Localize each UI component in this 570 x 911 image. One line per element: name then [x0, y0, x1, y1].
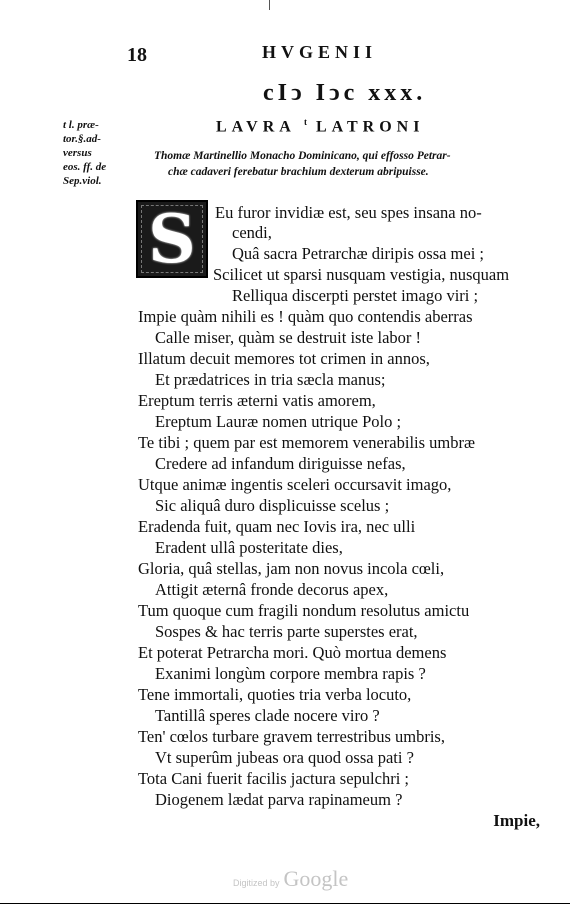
- poem-line: Illatum decuit memores tot crimen in annos,: [138, 349, 430, 368]
- dedication-line: chæ cadaveri ferebatur brachium dexterum abripuisse.: [168, 166, 429, 178]
- poem-line: Eradent ullâ posteritate dies,: [155, 538, 343, 557]
- poem-line: Credere ad infandum diriguisse nefas,: [155, 454, 406, 473]
- poem-line: Calle miser, quàm se destruit iste labor !: [155, 328, 422, 347]
- poem-line: Impie quàm nihili es ! quàm quo contendis aberras: [138, 307, 473, 326]
- poem-line: Et prædatrices in tria sæcla manus;: [155, 370, 386, 389]
- bottom-rule: [0, 903, 570, 904]
- poem-line: Eu furor invidiæ est, seu spes insana no-: [215, 203, 482, 222]
- watermark-small: Digitized by: [233, 878, 280, 888]
- initial-letter: S: [148, 200, 196, 278]
- catchword: Impie,: [493, 811, 540, 830]
- epigram-numeral: cIↄ Iↄc xxx.: [263, 80, 427, 106]
- poem-line: Ereptum terris æterni vatis amorem,: [138, 391, 376, 410]
- margin-note-line: Sep.viol.: [63, 175, 102, 187]
- decorated-initial: [136, 200, 208, 278]
- title-left: LAVRA: [216, 118, 295, 136]
- poem-line: Eradenda fuit, quam nec Iovis ira, nec ulli: [138, 517, 416, 536]
- poem-line: Tene immortali, quoties tria verba locuto,: [138, 685, 412, 704]
- dedication-line: Thomæ Martinellio Monacho Dominicano, qui effosso Petrar-: [154, 150, 451, 162]
- poem-line: Tantillâ speres clade nocere viro ?: [155, 706, 380, 725]
- margin-note-line: eos. ff. de: [63, 161, 107, 173]
- top-tick-mark: [269, 0, 270, 10]
- poem-title: [216, 117, 424, 136]
- poem-line: Tum quoque cum fragili nondum resolutus amictu: [138, 601, 470, 620]
- poem-line: Ereptum Lauræ nomen utrique Polo ;: [155, 412, 402, 431]
- poem-line: Scilicet ut sparsi nusquam vestigia, nusquam: [213, 265, 510, 284]
- margin-note-line: versus: [63, 147, 92, 159]
- poem-line: Sic aliquâ duro displicuisse scelus ;: [155, 496, 390, 515]
- margin-note: [63, 118, 133, 188]
- poem-line: Exanimi longùm corpore membra rapis ?: [155, 664, 426, 683]
- poem-line: Diogenem lædat parva rapinameum ?: [155, 790, 403, 809]
- margin-note-line: t l. præ-: [63, 119, 99, 131]
- poem-line: Et poterat Petrarcha mori. Quò mortua demens: [138, 643, 447, 662]
- poem-line: Attigit æternâ fronde decorus apex,: [155, 580, 389, 599]
- poem-line: Ten' cœlos turbare gravem terrestribus umbris,: [138, 727, 445, 746]
- poem-line: Sospes & hac terris parte superstes erat,: [155, 622, 418, 641]
- poem-line: Utque animæ ingentis sceleri occursavit imago,: [138, 475, 452, 494]
- page-number: 18: [127, 44, 147, 66]
- poem-line: Relliqua discerpti perstet imago viri ;: [232, 286, 479, 305]
- poem-line: Te tibi ; quem par est memorem venerabilis umbræ: [138, 433, 476, 452]
- poem-line: Vt superûm jubeas ora quod ossa pati ?: [155, 748, 414, 767]
- poem-line: Tota Cani fuerit facilis jactura sepulchri ;: [138, 769, 409, 788]
- title-note-mark: t: [303, 117, 307, 127]
- running-head: HVGENII: [262, 42, 378, 62]
- digitization-watermark: [233, 866, 348, 892]
- watermark-logo: Google: [283, 866, 349, 891]
- title-right: LATRONI: [315, 118, 425, 136]
- poem-line: Quâ sacra Petrarchæ diripis ossa mei ;: [232, 244, 485, 263]
- poem-line: Gloria, quâ stellas, jam non novus incola cœli,: [138, 559, 445, 578]
- margin-note-line: tor.§.ad-: [63, 133, 101, 145]
- poem-line: cendi,: [232, 223, 272, 242]
